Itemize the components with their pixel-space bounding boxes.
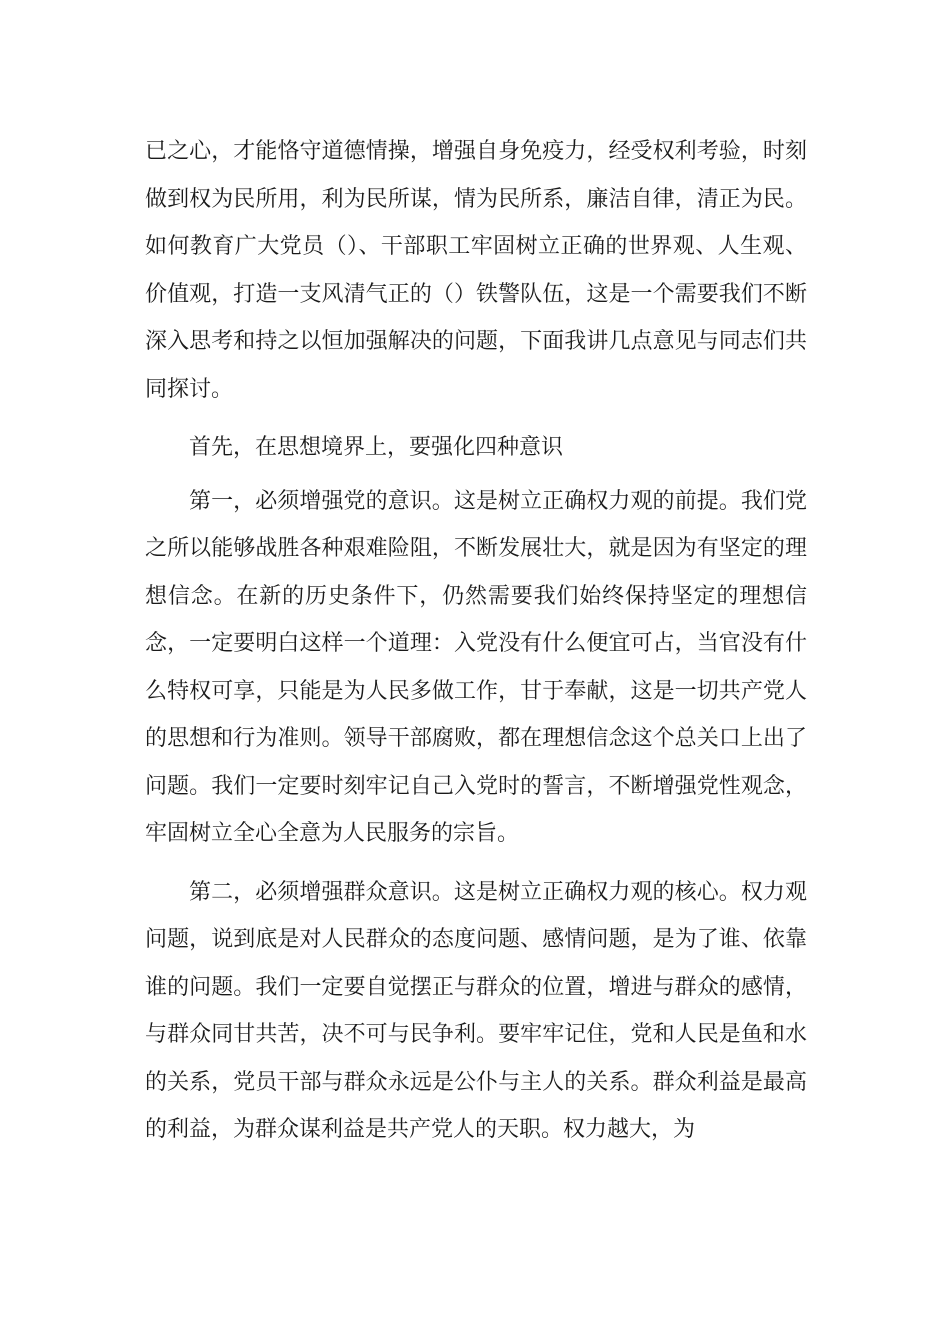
- paragraph-first-point: 第一，必须增强党的意识。这是树立正确权力观的前提。我们党之所以能够战胜各种艰难险阻，不断发展壮大，就是因为有坚定的理想信念。在新的历史条件下，仍然需要我们始终保持坚定的理想信念，一定要明白这样一个道理：入党没有什么便宜可占，当官没有什么特权可享，只能是为人民多做工作，甘于奉献，这是一切共产党人的思想和行为准则。领导干部腐败，都在理想信念这个总关口上出了问题。我们一定要时刻牢记自己入党时的誓言，不断增强党性观念，牢固树立全心全意为人民服务的宗旨。: [145, 488, 807, 846]
- paragraph-second-point: 第二，必须增强群众意识。这是树立正确权力观的核心。权力观问题，说到底是对人民群众的态度问题、感情问题，是为了谁、依靠谁的问题。我们一定要自觉摆正与群众的位置，增进与群众的感情，与群众同甘共苦，决不可与民争利。要牢牢记住，党和人民是鱼和水的关系，党员干部与群众永远是公仆与主人的关系。群众利益是最高的利益，为群众谋利益是共产党人的天职。权力越大，为: [145, 879, 807, 1142]
- paragraph-continued: 已之心，才能恪守道德情操，增强自身免疫力，经受权利考验，时刻做到权为民所用，利为民所谋，情为民所系，廉洁自律，清正为民。如何教育广大党员（）、干部职工牢固树立正确的世界观、人生观、价值观，打造一支风清气正的（）铁警队伍，这是一个需要我们不断深入思考和持之以恒加强解决的问题，下面我讲几点意见与同志们共同探讨。: [145, 139, 807, 402]
- document-body: [145, 128, 807, 1165]
- section-heading: 首先，在思想境界上，要强化四种意识: [189, 435, 564, 460]
